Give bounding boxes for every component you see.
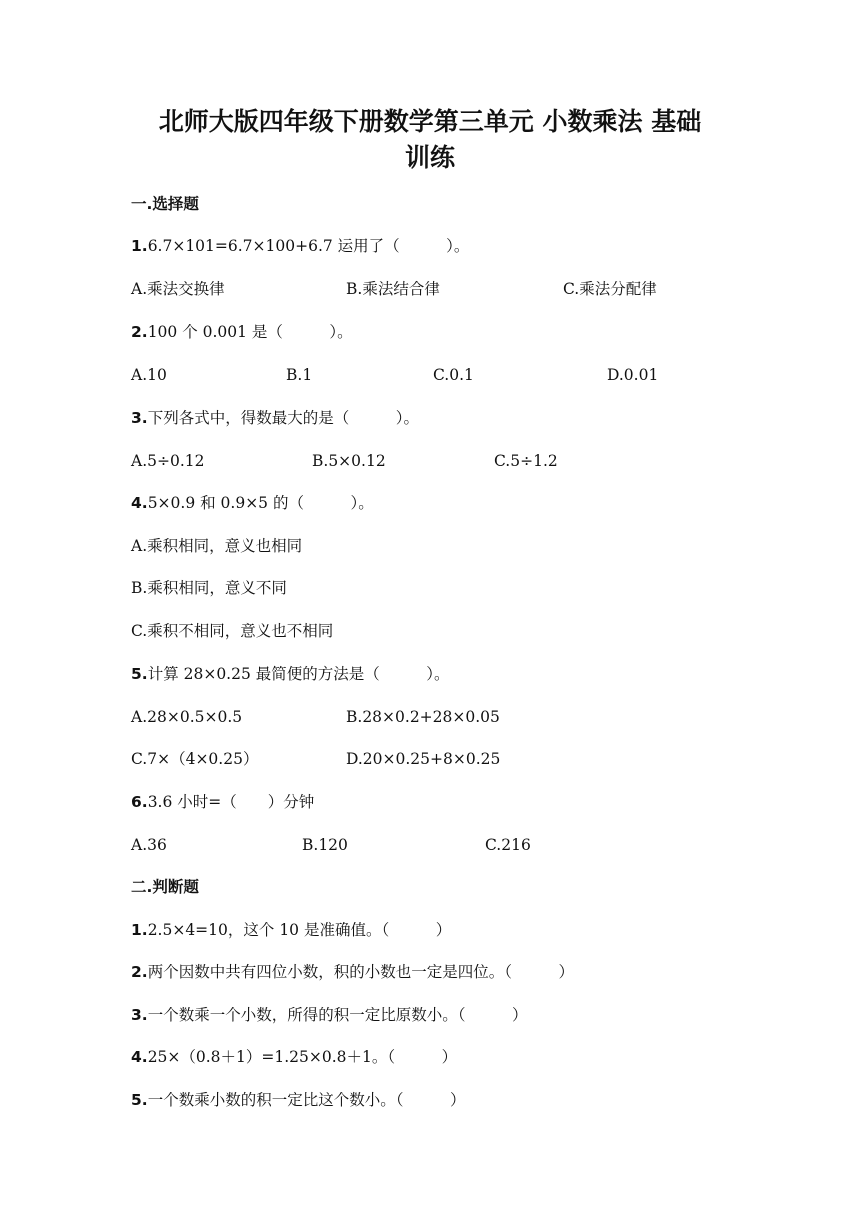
q6-option-c: C.216 — [485, 836, 531, 854]
question-5 — [131, 663, 450, 685]
section-heading-choice: 一.选择题 — [131, 195, 199, 213]
question-text: 3.6 小时=（ ）分钟 — [147, 793, 315, 811]
question-text: 下列各式中，得数最大的是（ ）。 — [147, 409, 419, 427]
q5-option-a: A.28×0.5×0.5 — [131, 708, 243, 726]
q1-option-a: A.乘法交换律 — [131, 280, 225, 298]
q1-option-b: B.乘法结合律 — [346, 280, 440, 298]
question-text: 两个因数中共有四位小数，积的小数也一定是四位。（ ） — [147, 963, 574, 981]
question-number: 3. — [131, 1006, 148, 1024]
question-text: 计算 28×0.25 最简便的方法是（ ）。 — [147, 665, 450, 683]
q2-option-a: A.10 — [131, 366, 167, 384]
question-number: 1. — [131, 237, 148, 255]
title-line-1: 北师大版四年级下册数学第三单元 小数乘法 基础 — [158, 107, 702, 136]
question-text: 25×（0.8＋1）=1.25×0.8＋1。（ ） — [147, 1048, 458, 1066]
q3-option-a: A.5÷0.12 — [131, 452, 205, 470]
q2-option-d: D.0.01 — [607, 366, 659, 384]
q5-option-d: D.20×0.25+8×0.25 — [346, 750, 501, 768]
question-text: 一个数乘一个小数，所得的积一定比原数小。（ ） — [147, 1006, 528, 1024]
q2-option-c: C.0.1 — [433, 366, 474, 384]
question-number: 5. — [131, 665, 148, 683]
judgement-5 — [131, 1089, 465, 1111]
title-line-2: 训练 — [404, 143, 455, 172]
judgement-3 — [131, 1004, 527, 1026]
judgement-2 — [131, 961, 574, 983]
q2-option-b: B.1 — [286, 366, 313, 384]
judgement-1 — [131, 919, 451, 941]
q3-option-b: B.5×0.12 — [312, 452, 386, 470]
page-title — [110, 104, 750, 176]
question-number: 4. — [131, 1048, 148, 1066]
q1-option-c: C.乘法分配律 — [563, 280, 657, 298]
question-text: 6.7×101=6.7×100+6.7 运用了（ ）。 — [147, 237, 470, 255]
question-number: 5. — [131, 1091, 148, 1109]
q4-option-b: B.乘积相同，意义不同 — [131, 579, 287, 597]
judgement-4 — [131, 1046, 457, 1068]
question-number: 3. — [131, 409, 148, 427]
question-6 — [131, 791, 314, 813]
q6-option-a: A.36 — [131, 836, 167, 854]
section-heading-judgement: 二.判断题 — [131, 878, 199, 896]
question-3 — [131, 407, 419, 429]
q5-option-b: B.28×0.2+28×0.05 — [346, 708, 500, 726]
question-1 — [131, 235, 469, 257]
question-number: 2. — [131, 963, 148, 981]
question-text: 一个数乘小数的积一定比这个数小。（ ） — [147, 1091, 466, 1109]
question-number: 2. — [131, 323, 148, 341]
q5-option-c: C.7×（4×0.25） — [131, 750, 259, 768]
question-number: 4. — [131, 494, 148, 512]
question-text: 5×0.9 和 0.9×5 的（ ）。 — [147, 494, 374, 512]
q4-option-a: A.乘积相同，意义也相同 — [131, 537, 303, 555]
q3-option-c: C.5÷1.2 — [494, 452, 558, 470]
question-text: 2.5×4=10，这个 10 是准确值。（ ） — [147, 921, 452, 939]
question-text: 100 个 0.001 是（ ）。 — [147, 323, 353, 341]
question-number: 6. — [131, 793, 148, 811]
question-4 — [131, 492, 374, 514]
q4-option-c: C.乘积不相同，意义也不相同 — [131, 622, 334, 640]
question-number: 1. — [131, 921, 148, 939]
question-2 — [131, 321, 353, 343]
q6-option-b: B.120 — [302, 836, 348, 854]
